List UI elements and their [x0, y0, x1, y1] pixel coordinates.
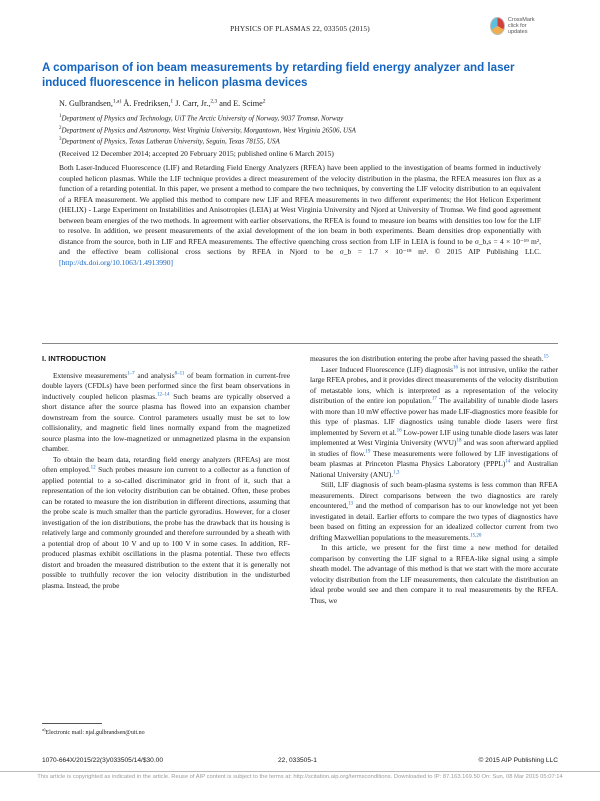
- author-list: [59, 98, 265, 108]
- doi-link[interactable]: [http://dx.doi.org/10.1063/1.4913990]: [59, 257, 174, 267]
- footer-issn: 1070-664X/2015/22(3)/033505/14/$30.00: [42, 757, 163, 764]
- left-column: [42, 354, 290, 591]
- citation-ref[interactable]: 15: [543, 354, 549, 360]
- article-title: A comparison of ion beam measurements by retarding field energy analyzer and laser induced fluorescence in helicon plasma devices: [42, 61, 515, 89]
- citation-ref[interactable]: 15,20: [470, 533, 482, 539]
- body-text: of beam formation in current-free double layers (CFDLs) have been performed since the first beam observations in inductively coupled helicon plasmas.: [42, 370, 290, 401]
- copyright-notice: This article is copyrighted as indicated in the article. Reuse of AIP content is subject to the terms at: http://scitation.aip.org/termsconditions. Downloaded to IP: 87.163.169.50 On: Sun, 08 Mar 2015 05:07:14: [37, 774, 563, 780]
- citation-ref[interactable]: 14: [505, 459, 511, 465]
- paragraph: [42, 455, 290, 592]
- body-text: Such probes measure ion current to a collector as a function of applied potential to a so-called discriminator grid in front of it, such that a representation of the ion velocity distribution can be obtained. Often, these probes can be rotated to measure the ion distribution in different directions, assuming that the probe scale is much smaller than the particle gyroradius. However, for a closer investigation of the ion distributions, the probe has the drawback that its housing is relatively large and commonly grounded and therefore surrounded by a sheath with a potential drop of about 10 V and up to 100 V in some cases. In addition, RF-produced plasmas exhibit oscillations in the plasma potential. These two effects distort and broaden the measured distribution to the extent that it is generally not possible to truthfully recover the ion velocity distribution in the undisturbed plasma. Instead, the probe: [42, 465, 290, 590]
- paragraph: [310, 480, 558, 543]
- paragraph: [310, 354, 558, 365]
- citation-ref[interactable]: 1–7: [127, 371, 135, 377]
- author: N. Gulbrandsen,$^{1,a)}$: [59, 98, 122, 108]
- body-text: and Australian National University (ANU).: [310, 459, 558, 479]
- citation-ref[interactable]: 13: [347, 501, 353, 507]
- body-text: measures the ion distribution entering the probe after having passed the sheath.: [310, 354, 544, 363]
- body-text: In this article, we present for the first time a new method for detailed comparison by converting the LIF signal to a RFEA-like signal using a simple sheath model. The advantage of this method is that we start with the more accurate velocity distribution from the LIF measurements, then calculate the distribution an ideal probe would see and then compare it to real measurements by the RFEA. Thus, we: [310, 543, 558, 605]
- footer-divider: [0, 771, 600, 772]
- right-column: [310, 354, 558, 606]
- section-heading: I. INTRODUCTION: [42, 354, 106, 363]
- body-text: Extensive measurements: [53, 370, 128, 380]
- body-text: These measurements were followed by LIF investigations of beam plasmas at Princeton Plasma Physics Laboratory (PPPL): [310, 448, 558, 468]
- body-text: The availability of tunable diode lasers with more than 10 mW effective power has made LIF-diagnostics more feasible for this type of plasmas. LIF diagnostics using tunable diode lasers were first implemented by Severn et al.: [310, 396, 558, 437]
- citation-ref[interactable]: 16: [396, 428, 402, 434]
- paragraph: [310, 543, 558, 606]
- body-text: Laser Induced Fluorescence (LIF) diagnosis: [321, 364, 453, 374]
- crossmark-badge[interactable]: [490, 14, 540, 38]
- footer-copyright: © 2015 AIP Publishing LLC: [478, 757, 558, 764]
- crossmark-label: CrossMark: [507, 17, 535, 23]
- affiliation: $^3$Department of Physics, Texas Lutheran University, Seguin, Texas 78155, USA: [59, 137, 280, 146]
- running-head: PHYSICS OF PLASMAS 22, 033505 (2015): [230, 24, 370, 33]
- body-text: and the method of comparison has to our knowledge not yet been investigated in detail. Earlier efforts to compare the two types of diagnostics have been based on fitting an expression for an idealized collector current from two drifting Maxwellian populations to the measurements.: [310, 501, 558, 542]
- citation-ref[interactable]: 12–14: [157, 392, 170, 398]
- footer-page-number: 22, 033505-1: [278, 757, 317, 764]
- citation-ref[interactable]: 19: [365, 449, 371, 455]
- body-text: Still, LIF diagnosis of such beam-plasma systems is less common than RFEA measurements. Direct comparisons between the two diagnostics are rarely encountered,: [310, 480, 558, 510]
- author: J. Carr, Jr.,$^{2,3}$: [175, 98, 218, 108]
- body-text: and analysis: [134, 370, 175, 380]
- affiliations: [59, 112, 559, 147]
- citation-ref[interactable]: 12: [90, 465, 96, 471]
- citation-ref[interactable]: 18: [456, 438, 462, 444]
- author: and E. Scime$^2$: [219, 98, 266, 108]
- received-dates: (Received 12 December 2014; accepted 20 February 2015; published online 6 March 2015): [59, 149, 334, 158]
- crossmark-sub: click for updates: [507, 23, 528, 35]
- citation-ref[interactable]: 17: [431, 396, 437, 402]
- body-text: Low-power LIF using tunable diode lasers was later implemented at West Virginia University (WVU): [310, 427, 558, 447]
- crossmark-icon: [490, 17, 505, 35]
- citation-ref[interactable]: 1,3: [393, 470, 400, 476]
- affiliation: $^1$Department of Physics and Technology, UiT The Arctic University of Norway, 9037 Tromsø, Norway: [59, 114, 344, 123]
- abstract: [59, 163, 541, 268]
- section-divider: [42, 343, 558, 344]
- body-text: To obtain the beam data, retarding field energy analyzers (RFEAs) are most often employed.: [42, 454, 290, 474]
- citation-ref[interactable]: 8–11: [174, 371, 185, 377]
- body-text: is not intrusive, unlike the rather large RFEA probes, and it provides direct measurements of the velocity distribution of metastable ions, which is interpreted as a representation of the velocity distribution of the entire ion population.: [310, 364, 558, 405]
- footnote-marker: a): [42, 727, 46, 732]
- footnote-text: Electronic mail: njal.gulbrandsen@uit.no: [45, 730, 145, 736]
- paragraph: [310, 365, 558, 481]
- author: Å. Fredriksen,$^1$: [123, 98, 174, 108]
- body-text: and was soon afterward applied in studies of flow.: [310, 438, 558, 458]
- footnote-divider: [42, 723, 102, 724]
- footnote: [42, 727, 145, 736]
- affiliation: $^2$Department of Physics and Astronomy, West Virginia University, Morgantown, West Virginia 26506, USA: [59, 125, 356, 135]
- body-text: Such beams are typically observed a short distance after the source plasma has flowed into an expansion chamber downstream from the source. Control parameters usually must be set to low collisionality, and magnetic field lines normally expand from the magnetized source plasma into the low-magnetized or unmagnetized plasma in the expansion chamber.: [42, 391, 291, 453]
- paragraph: [42, 371, 290, 455]
- abstract-text: Both Laser-Induced Fluorescence (LIF) and Retarding Field Energy Analyzers (RFEA) have been applied to the investigation of beams formed in inductively coupled helicon plasmas. While the LIF technique provides a direct measurement of the velocity distribution in the plasma, the RFEA measures ion flux as a function of a retarding potential. In this paper, we present a method to compare the two techniques, by converting the LIF velocity distribution to an equivalent of a RFEA measurement. We applied this method to compare new LIF and RFEA measurements in two different experiments; the Hot Helicon Experiment (HELIX) - Large Experiment on Instabilities and Anisotropies (LEIA) at West Virginia University and Njord at University of Tromsø. We find good agreement between beam energies of the two methods. In agreement with earlier observations, the RFEA is found to measure ion beams with densities too low for the LIF to resolve. In addition, we present measurements of the axial development of the ion beam in both experiments. Beam densities drop exponentially with distance from the source, both in LIF and RFEA measurements. The effective quenching cross section from LIF in LEIA is found to be σ_b,s = 4 × 10⁻¹⁹ m², and the effective beam collisional cross sections by RFEA in Njord to be σ_b = 1.7 × 10⁻¹⁸ m². © 2015 AIP Publishing LLC.: [59, 163, 541, 257]
- citation-ref[interactable]: 16: [452, 365, 458, 371]
